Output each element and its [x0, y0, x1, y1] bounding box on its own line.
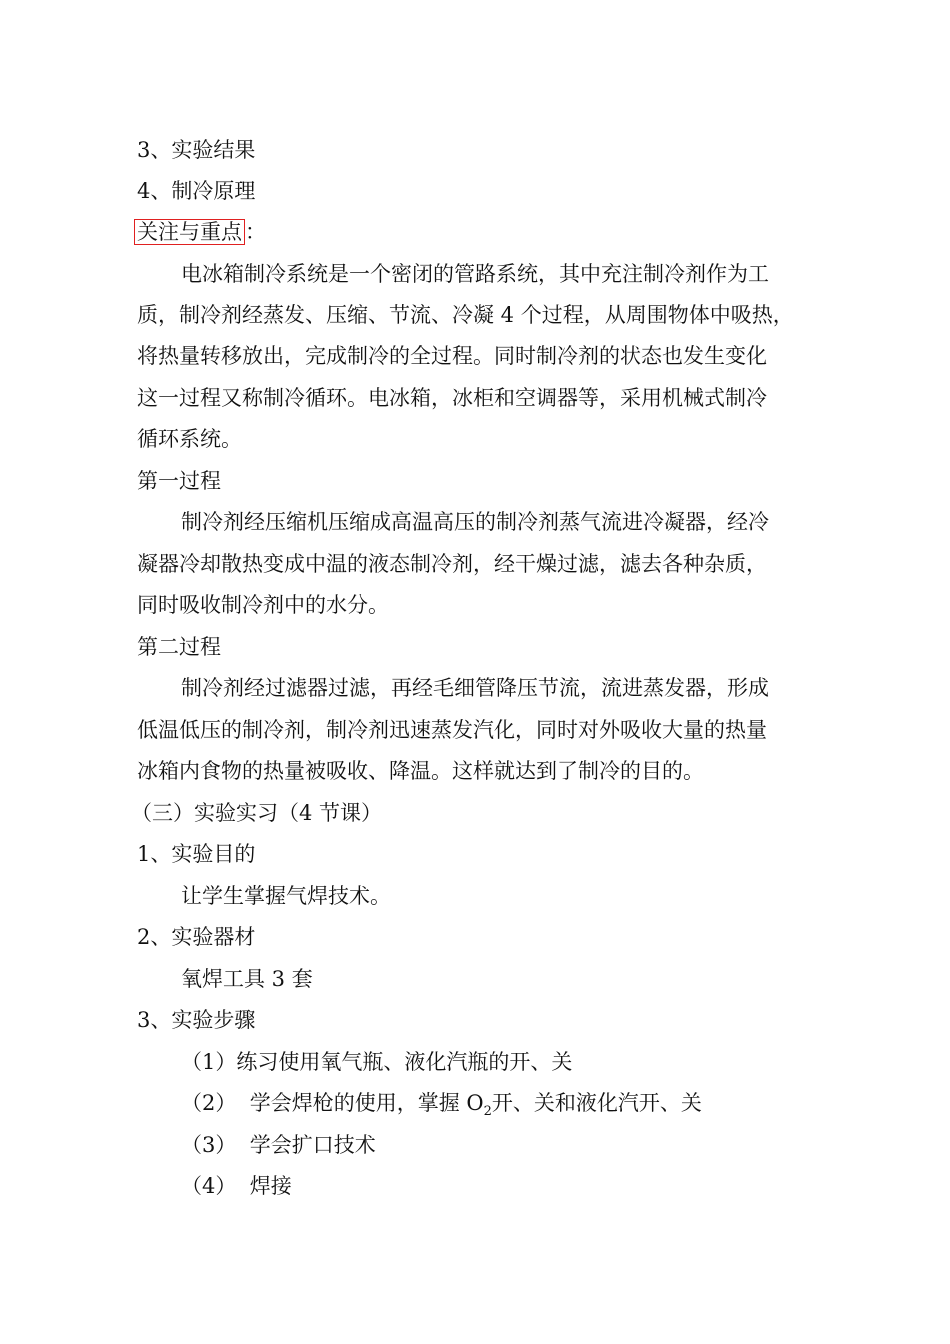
step-2: [181, 1089, 702, 1120]
heading-experiment-results: 3、实验结果: [137, 138, 256, 162]
paragraph-line: 低温低压的制冷剂，制冷剂迅速蒸发汽化，同时对外吸收大量的热量: [137, 718, 767, 742]
step-2-text-a: （2） 学会焊枪的使用，掌握 O: [181, 1091, 484, 1115]
paragraph-line: 这一过程又称制冷循环。电冰箱，冰柜和空调器等，采用机械式制冷: [137, 386, 767, 410]
equipment-text: 氧焊工具 3 套: [181, 967, 313, 991]
heading-experiment-purpose: 1、实验目的: [137, 842, 256, 866]
heading-first-process: 第一过程: [137, 469, 221, 493]
heading-experiment-equipment: 2、实验器材: [137, 925, 256, 949]
focus-colon: ：: [245, 220, 266, 244]
step-3: （3） 学会扩口技术: [181, 1133, 376, 1157]
paragraph-line: 凝器冷却散热变成中温的液态制冷剂，经干燥过滤，滤去各种杂质，: [137, 552, 767, 576]
focus-label-line: [137, 218, 266, 246]
heading-refrigeration-principle: 4、制冷原理: [137, 179, 256, 203]
section-three-heading: （三）实验实习（4 节课）: [131, 801, 383, 825]
paragraph-line: 制冷剂经压缩机压缩成高温高压的制冷剂蒸气流进冷凝器，经冷: [181, 510, 769, 534]
paragraph-line: 冰箱内食物的热量被吸收、降温。这样就达到了制冷的目的。: [137, 759, 704, 783]
step-1: （1）练习使用氧气瓶、液化汽瓶的开、关: [181, 1050, 573, 1074]
heading-second-process: 第二过程: [137, 635, 221, 659]
paragraph-line: 制冷剂经过滤器过滤，再经毛细管降压节流，流进蒸发器，形成: [181, 676, 769, 700]
heading-experiment-steps: 3、实验步骤: [137, 1008, 256, 1032]
paragraph-line: 质，制冷剂经蒸发、压缩、节流、冷凝 4 个过程，从周围物体中吸热，: [137, 303, 794, 327]
purpose-text: 让学生掌握气焊技术。: [181, 884, 391, 908]
step-4: （4） 焊接: [181, 1174, 292, 1198]
focus-highlight-box: 关注与重点: [134, 219, 245, 245]
paragraph-line: 将热量转移放出，完成制冷的全过程。同时制冷剂的状态也发生变化: [137, 344, 767, 368]
paragraph-line: 同时吸收制冷剂中的水分。: [137, 593, 389, 617]
step-2-subscript: 2: [483, 1104, 492, 1120]
paragraph-line: 循环系统。: [137, 427, 242, 451]
step-2-text-b: 开、关和液化汽开、关: [491, 1091, 702, 1115]
paragraph-line: 电冰箱制冷系统是一个密闭的管路系统，其中充注制冷剂作为工: [181, 262, 769, 286]
